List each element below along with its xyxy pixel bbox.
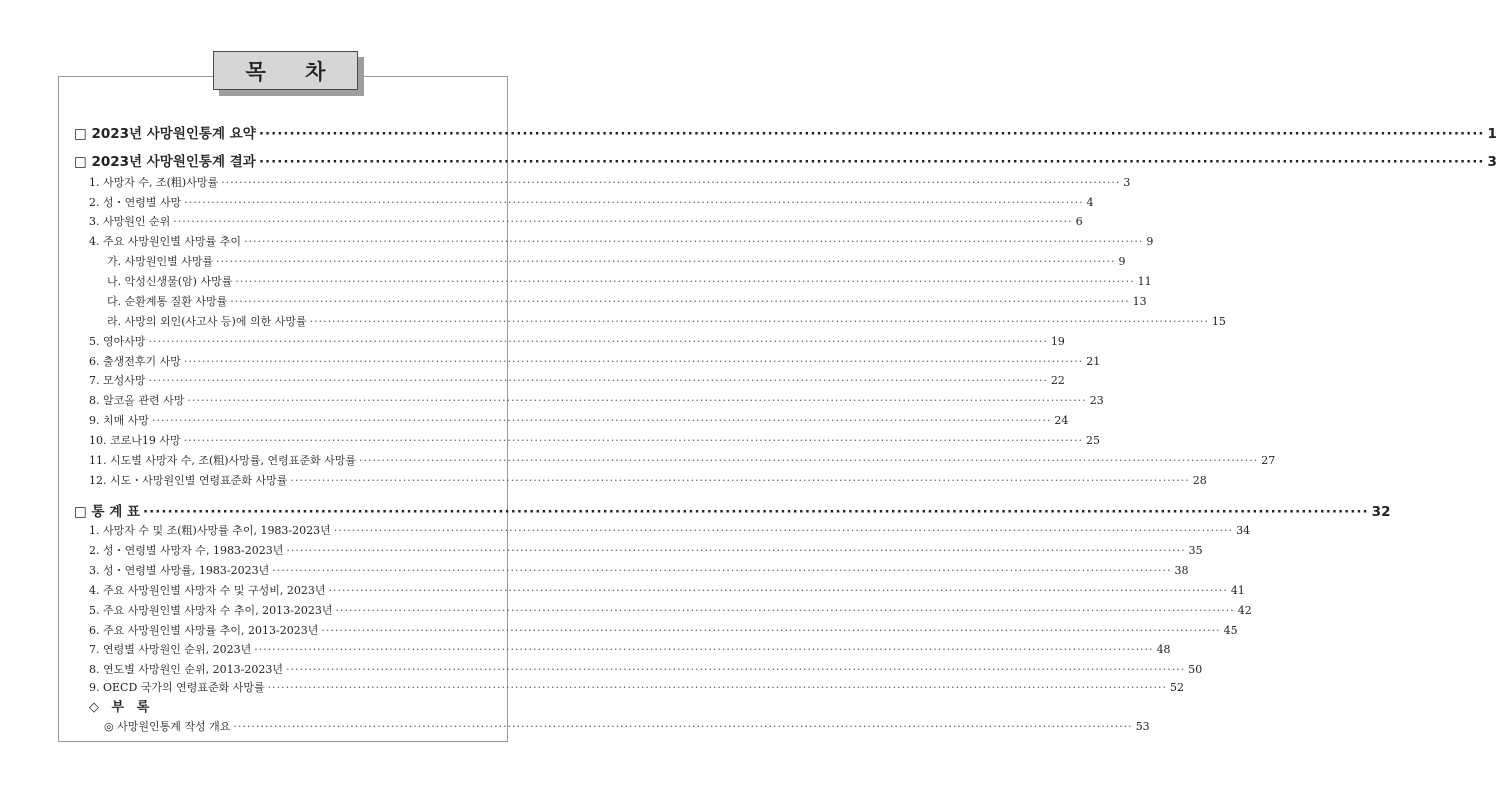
toc-page-number: 52 bbox=[1169, 681, 1184, 694]
toc-item[interactable] bbox=[89, 372, 1065, 388]
toc-item-label: 2. 성・연령별 사망 bbox=[89, 196, 182, 209]
toc-item-label: 3. 사망원인 순위 bbox=[89, 215, 171, 228]
leader-dots: ········································································································································································································ bbox=[183, 355, 1084, 368]
toc-item[interactable] bbox=[89, 622, 1238, 638]
toc-item[interactable] bbox=[89, 353, 1101, 369]
toc-page-number: 53 bbox=[1135, 720, 1150, 733]
toc-page-number: 22 bbox=[1050, 374, 1065, 387]
toc-item-label: 4. 주요 사망원인별 사망률 추이 bbox=[89, 235, 241, 248]
toc-item-label: ◎ 사망원인통계 작성 개요 bbox=[104, 720, 231, 733]
toc-item[interactable] bbox=[89, 452, 1276, 468]
toc-item-label: 1. 사망자 수 및 조(粗)사망률 추이, 1983-2023년 bbox=[89, 524, 331, 537]
toc-item-label: 나. 악성신생물(암) 사망률 bbox=[107, 275, 233, 288]
toc-item-label: 9. 치매 사망 bbox=[89, 414, 149, 427]
toc-item[interactable] bbox=[89, 562, 1189, 578]
toc-subitem[interactable] bbox=[107, 253, 1126, 269]
toc-page-number: 4 bbox=[1086, 196, 1094, 209]
toc-page-number: 24 bbox=[1054, 414, 1069, 427]
leader-dots: ········································································································································································································ bbox=[328, 584, 1228, 597]
toc-item[interactable] bbox=[89, 194, 1094, 210]
leader-dots: ········································································································································································································ bbox=[321, 624, 1221, 637]
leader-dots: ········································································································································································································ bbox=[244, 235, 1144, 248]
toc-item-label: 10. 코로나19 사망 bbox=[89, 434, 181, 447]
leader-dots: ········································································································································································································ bbox=[183, 434, 1083, 447]
toc-item[interactable] bbox=[89, 333, 1065, 349]
toc-page-number: 27 bbox=[1261, 454, 1276, 467]
toc-page-number: 35 bbox=[1188, 544, 1203, 557]
toc-item-label: 가. 사망원인별 사망률 bbox=[107, 255, 214, 268]
leader-dots: ········································································································································································································ bbox=[235, 275, 1135, 288]
toc-item[interactable] bbox=[89, 582, 1245, 598]
leader-dots: ········································································································································································································ bbox=[290, 474, 1190, 487]
toc-item[interactable] bbox=[89, 432, 1100, 448]
toc-item-label: 1. 사망자 수, 조(粗)사망률 bbox=[89, 176, 219, 189]
toc-item-label: 6. 주요 사망원인별 사망률 추이, 2013-2023년 bbox=[89, 624, 319, 637]
leader-dots: ········································································································································································································ bbox=[221, 176, 1121, 189]
toc-page-number: 3 bbox=[1487, 154, 1497, 170]
toc-page-number: 45 bbox=[1223, 624, 1238, 637]
toc-item[interactable] bbox=[89, 679, 1184, 695]
toc-page-number: 6 bbox=[1075, 215, 1083, 228]
toc-page-number: 3 bbox=[1123, 176, 1131, 189]
toc-page-number: 42 bbox=[1237, 604, 1252, 617]
leader-dots: ········································································································································································································ bbox=[148, 374, 1048, 387]
leader-dots: ········································································································································································································ bbox=[272, 564, 1172, 577]
toc-page-number: 11 bbox=[1137, 275, 1152, 288]
toc-item[interactable] bbox=[89, 542, 1203, 558]
toc-section-label: □ 2023년 사망원인통계 결과 bbox=[74, 154, 256, 170]
toc-page-number: 19 bbox=[1050, 335, 1065, 348]
toc-item-label: 라. 사망의 외인(사고사 등)에 의한 사망률 bbox=[107, 315, 307, 328]
toc-item[interactable] bbox=[89, 522, 1251, 538]
toc-page-number: 28 bbox=[1192, 474, 1207, 487]
toc-item-label: 4. 주요 사망원인별 사망자 수 및 구성비, 2023년 bbox=[89, 584, 326, 597]
toc-item-label: 7. 모성사망 bbox=[89, 374, 146, 387]
toc-item[interactable] bbox=[89, 641, 1171, 657]
toc-item-label: 3. 성・연령별 사망률, 1983-2023년 bbox=[89, 564, 270, 577]
toc-section-results[interactable] bbox=[74, 150, 1497, 170]
leader-dots: ········································································································································································································ bbox=[285, 663, 1186, 676]
toc-item-label: 7. 연령별 사망원인 순위, 2023년 bbox=[89, 643, 252, 656]
toc-item-label: 5. 주요 사망원인별 사망자 수 추이, 2013-2023년 bbox=[89, 604, 333, 617]
toc-page-number: 23 bbox=[1089, 394, 1104, 407]
toc-page-number: 48 bbox=[1156, 643, 1171, 656]
toc-item[interactable] bbox=[89, 472, 1207, 488]
toc-subitem[interactable] bbox=[107, 273, 1152, 289]
leader-dots: ········································································································································································································ bbox=[333, 524, 1234, 537]
page-title: 목 차 bbox=[213, 51, 358, 90]
toc-item-label: 12. 시도・사망원인별 연령표준화 사망률 bbox=[89, 474, 288, 487]
toc-page-number: 32 bbox=[1371, 504, 1391, 520]
toc-item-label: 9. OECD 국가의 연령표준화 사망률 bbox=[89, 681, 265, 694]
leader-dots: ········································································································································································································ bbox=[152, 414, 1052, 427]
toc-item[interactable] bbox=[89, 412, 1069, 428]
toc-item[interactable] bbox=[89, 661, 1203, 677]
leader-dots: ········································································································································································································ bbox=[358, 454, 1259, 467]
toc-item[interactable] bbox=[89, 174, 1131, 190]
toc-page-number: 21 bbox=[1086, 355, 1101, 368]
leader-dots: ········································································································································································································ bbox=[230, 295, 1130, 308]
leader-dots: ········································································································································································································ bbox=[216, 255, 1116, 268]
toc-item[interactable] bbox=[89, 233, 1154, 249]
toc-section-summary[interactable] bbox=[74, 122, 1497, 142]
toc-page-number: 9 bbox=[1118, 255, 1126, 268]
leader-dots: ········································································································································································································ bbox=[142, 504, 1369, 520]
leader-dots: ········································································································································································································ bbox=[233, 720, 1133, 733]
toc-page-number: 13 bbox=[1132, 295, 1147, 308]
toc-section-tables[interactable] bbox=[74, 500, 1391, 520]
toc-section-label: □ 2023년 사망원인통계 요약 bbox=[74, 126, 256, 142]
leader-dots: ········································································································································································································ bbox=[258, 154, 1485, 170]
toc-item-label: 11. 시도별 사망자 수, 조(粗)사망률, 연령표준화 사망률 bbox=[89, 454, 356, 467]
toc-page-number: 38 bbox=[1174, 564, 1189, 577]
leader-dots: ········································································································································································································ bbox=[267, 681, 1167, 694]
leader-dots: ········································································································································································································ bbox=[173, 215, 1073, 228]
toc-appendix-item[interactable] bbox=[104, 718, 1150, 734]
toc-subitem[interactable] bbox=[107, 313, 1226, 329]
toc-item-label: 8. 연도별 사망원인 순위, 2013-2023년 bbox=[89, 663, 283, 676]
toc-item[interactable] bbox=[89, 602, 1252, 618]
toc-item-label: 다. 순환계통 질환 사망률 bbox=[107, 295, 228, 308]
leader-dots: ········································································································································································································ bbox=[254, 643, 1154, 656]
toc-page-number: 34 bbox=[1236, 524, 1251, 537]
toc-page-number: 9 bbox=[1146, 235, 1154, 248]
toc-subitem[interactable] bbox=[107, 293, 1147, 309]
toc-item-label: 2. 성・연령별 사망자 수, 1983-2023년 bbox=[89, 544, 284, 557]
leader-dots: ········································································································································································································ bbox=[148, 335, 1048, 348]
toc-page-number: 50 bbox=[1188, 663, 1203, 676]
appendix-heading: ◇ 부 록 bbox=[89, 700, 154, 715]
leader-dots: ········································································································································································································ bbox=[187, 394, 1087, 407]
leader-dots: ········································································································································································································ bbox=[184, 196, 1084, 209]
toc-page-number: 15 bbox=[1211, 315, 1226, 328]
leader-dots: ········································································································································································································ bbox=[309, 315, 1209, 328]
toc-item[interactable] bbox=[89, 213, 1083, 229]
toc-item-label: 6. 출생전후기 사망 bbox=[89, 355, 181, 368]
leader-dots: ········································································································································································································ bbox=[286, 544, 1186, 557]
toc-page-number: 41 bbox=[1230, 584, 1245, 597]
leader-dots: ········································································································································································································ bbox=[335, 604, 1235, 617]
leader-dots: ········································································································································································································ bbox=[258, 126, 1485, 142]
toc-item[interactable] bbox=[89, 392, 1104, 408]
toc-item-label: 5. 영아사망 bbox=[89, 335, 146, 348]
toc-page-number: 25 bbox=[1085, 434, 1100, 447]
toc-page-number: 1 bbox=[1487, 126, 1497, 142]
toc-item-label: 8. 알코올 관련 사망 bbox=[89, 394, 185, 407]
toc-section-label: □ 통 계 표 bbox=[74, 504, 140, 520]
